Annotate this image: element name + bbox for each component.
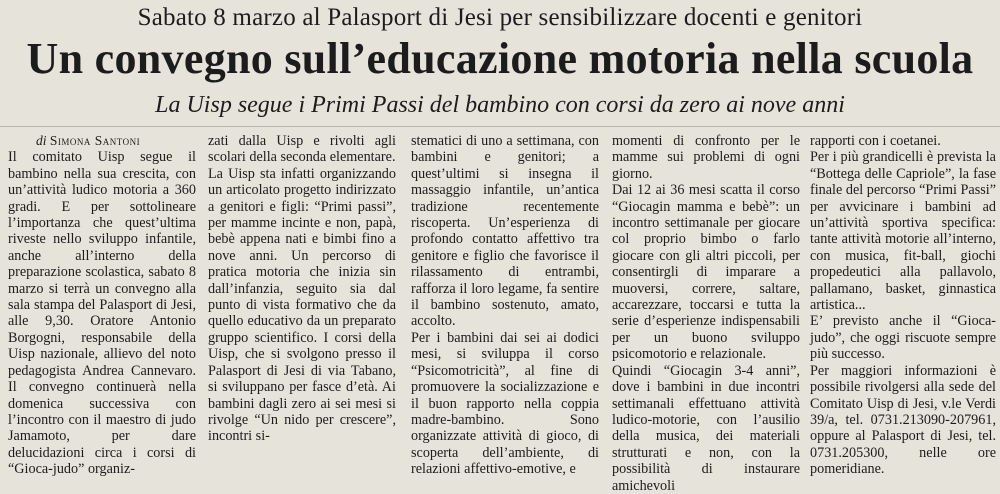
- paragraph: stematici di uno a settimana, con bambini e genitori; a quest’ultimi si insegna il massaggio infantile, un’antica tradizione recentemente riscoperta. Un’esperienza di profondo contatto affettivo tra genitore e figlio che favorisce il rilassamento di entrambi, rafforza il loro legame, fa sentire il bambino sostenuto, amato, accolto.: [411, 133, 599, 330]
- paragraph: rapporti con i coetanei.: [810, 133, 941, 149]
- paragraph: Quindi “Giocagin 3-4 anni”, dove i bambini in due incontri settimanali effettuano attività ludico-motorie, con l’ausilio della musica, dei materiali strutturati e non, con la possibilità di instaurare amichevoli: [612, 362, 800, 494]
- kicker: Sabato 8 marzo al Palasport di Jesi per sensibilizzare docenti e genitori: [137, 4, 863, 31]
- header-divider: [0, 126, 1000, 127]
- byline: [36, 133, 196, 149]
- paragraph: Il comitato Uisp segue il bambino nella sua crescita, con un’attività ludico motoria a 360 gradi. E per sottolineare l’importanza che quest’ultima riveste nello sviluppo infantile, anche all’interno della preparazione scolastica, sabato 8 marzo si terrà un convegno alla sala stampa del Palasport di Jesi, alle 9,30. Oratore Antonio Borgogni, responsabile della Uisp nazionale, allievo del noto pedagogista Andrea Cannevaro. Il convegno continuerà nella domenica successiva con l’incontro con il maestro di judo Jamamoto, per dare delucidazioni circa i corsi di “Gioca-judo” organiz-: [8, 149, 196, 478]
- paragraph: E’ previsto anche il “Gioca-judo”, che oggi riscuote sempre più successo.: [810, 313, 996, 363]
- column-2: [208, 133, 396, 476]
- paragraph: Dai 12 ai 36 mesi scatta il corso “Giocagin mamma e bebè”: un incontro settimanale per giocare col proprio bimbo o farlo giocare con gli altri piccoli, per consentirgli di imparare a muoversi, correre, saltare, accarezzare, toccarsi e tutta la serie d’esperienze indispensabili per un buono sviluppo psicomotorio e relazionale.: [612, 182, 800, 363]
- column-3: [411, 133, 599, 476]
- column-5: [810, 133, 996, 476]
- paragraph: Per i bambini dai sei ai dodici mesi, si sviluppa il corso “Psicomotricità”, al fine di promuovere la socializzazione e il buon rapporto nella coppia madre-bambino. Sono organizzate attività di gioco, di scoperta dell’ambiente, di relazioni affettivo-emotive, e: [411, 329, 599, 478]
- column-1: [8, 133, 196, 476]
- paragraph: Per i più grandicelli è prevista la “Bottega delle Capriole”, la fase finale del percorso “Primi Passi” per avvicinare i bambini ad un’attività sportiva specifica: tante attività motorie all’interno, con musica, fit-ball, giochi propedeutici alla pallavolo, pallamano, basket, ginnastica artistica...: [810, 149, 996, 314]
- paragraph: momenti di confronto per le mamme sui problemi di ogni giorno.: [612, 133, 800, 182]
- subheadline: La Uisp segue i Primi Passi del bambino con corsi da zero ai nove anni: [155, 92, 845, 118]
- byline-author: Simona Santoni: [49, 133, 141, 148]
- paragraph: zati dalla Uisp e rivolti agli scolari della seconda elementare.: [208, 133, 396, 166]
- headline: Un convegno sull’educazione motoria nella scuola: [26, 34, 974, 83]
- paragraph: La Uisp sta infatti organizzando un articolato progetto indirizzato a genitori e figli: “Primi passi”, per mamme incinte e non, papà, bebè appena nati e bimbi fino a nove anni. Un percorso di pratica motoria che inizia sin dall’infanzia, seguito sia dal punto di vista formativo che da quello educativo da un preparato gruppo scientifico. I corsi della Uisp, che si svolgono presso il Palasport di Jesi di via Tabano, si sviluppano per fasce d’età. Ai bambini dagli zero ai sei mesi si rivolge “Un nido per crescere”, incontri si-: [208, 165, 396, 445]
- byline-prefix: di: [36, 133, 47, 148]
- column-4: [612, 133, 800, 494]
- paragraph: Per maggiori informazioni è possibile rivolgersi alla sede del Comitato Uisp di Jesi, v.le Verdi 39/a, tel. 0731.213090-207961, oppure al Palasport di Jesi, tel. 0731.205300, nelle ore pomeridiane.: [810, 362, 996, 478]
